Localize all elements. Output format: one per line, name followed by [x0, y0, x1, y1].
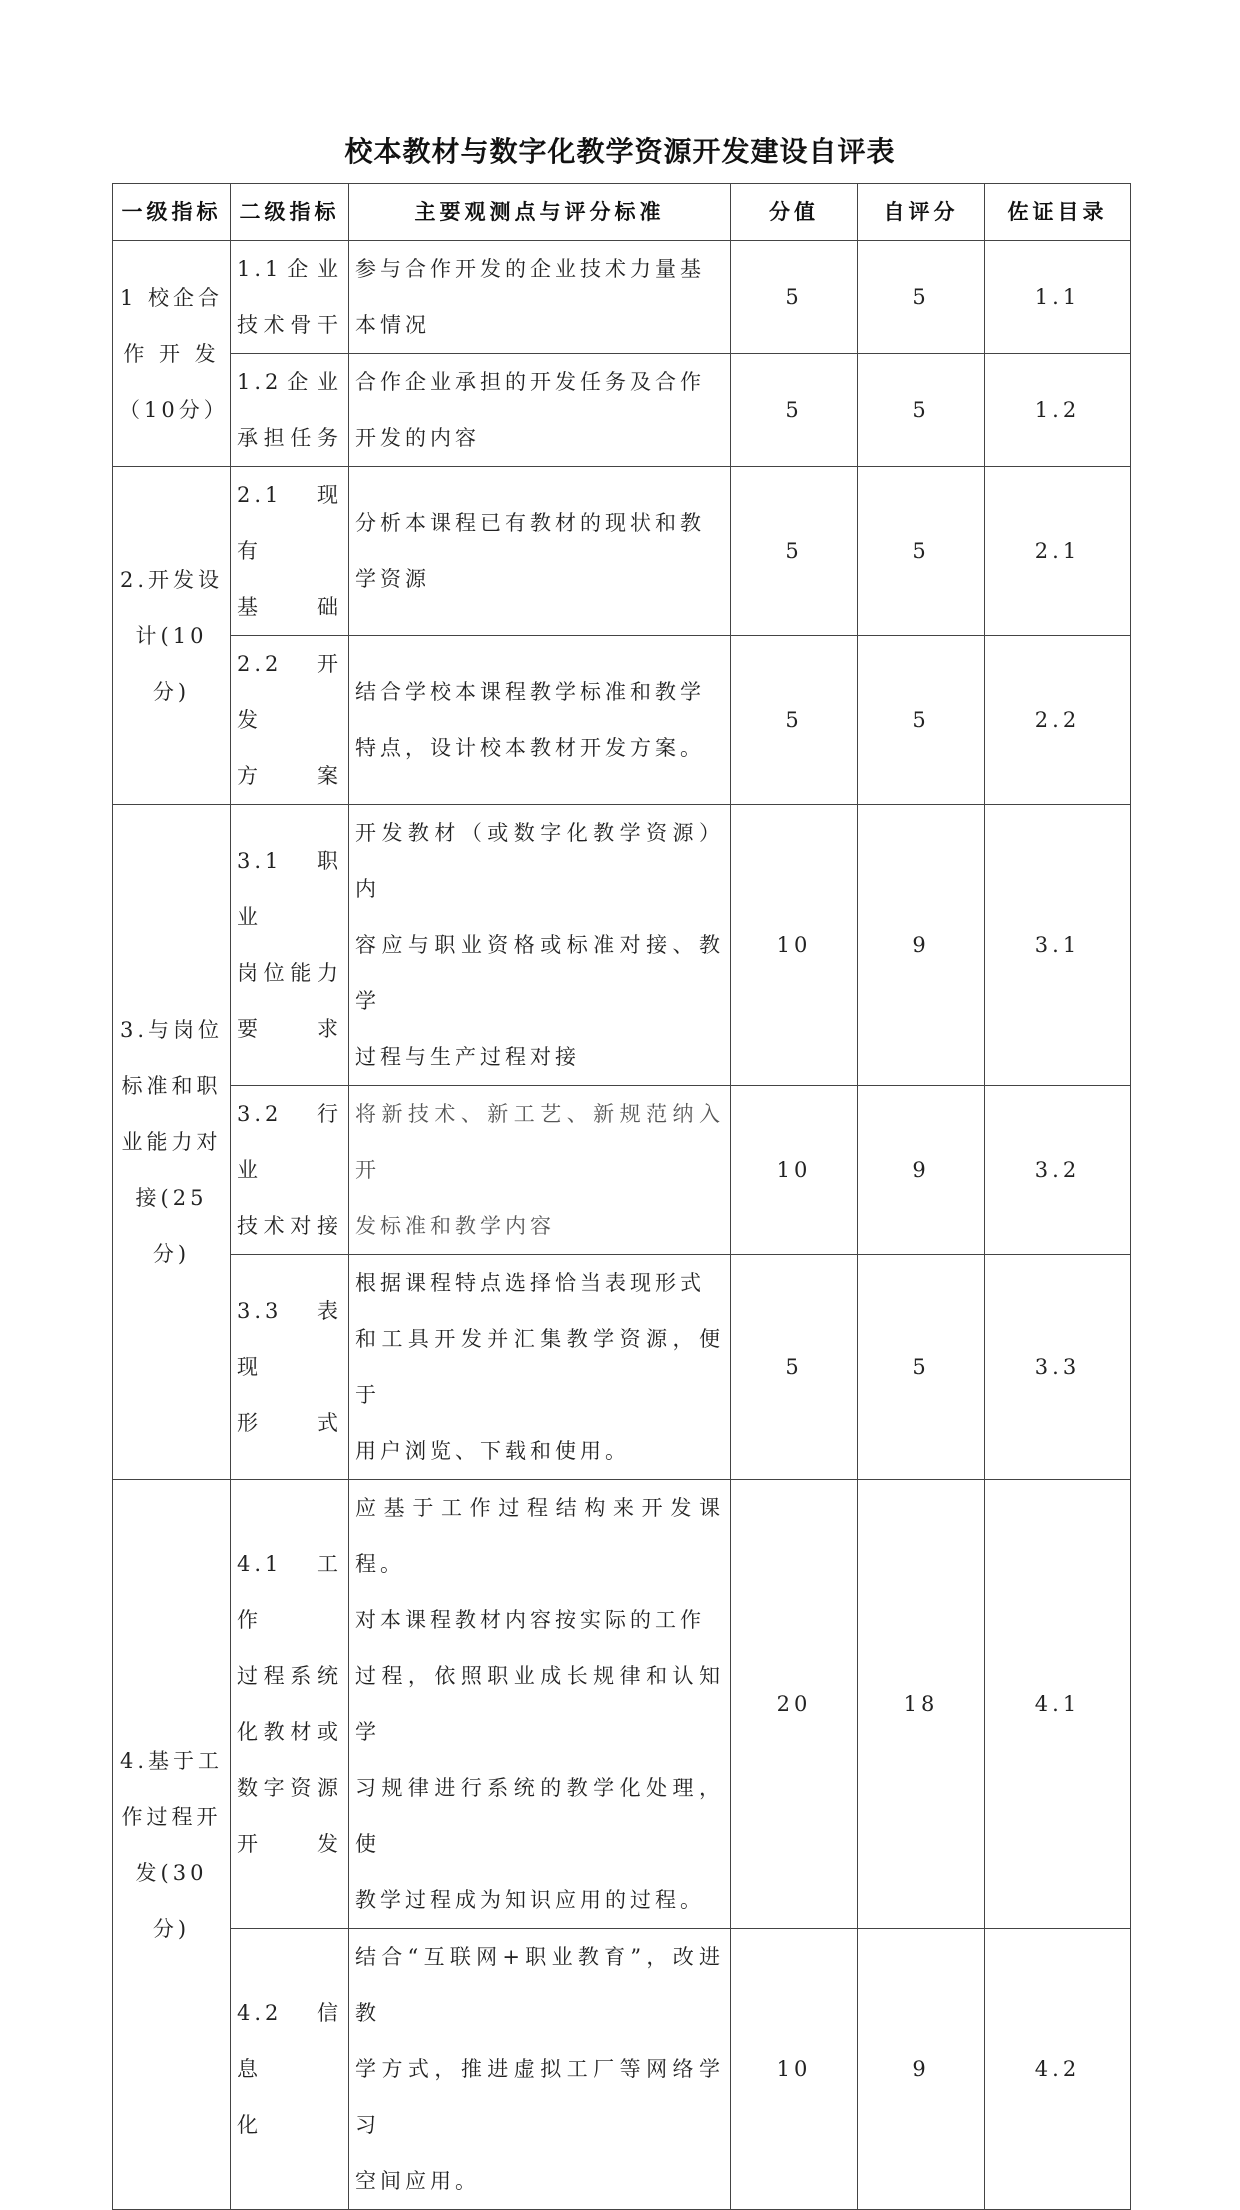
- level1-line: 4.基于工: [119, 1748, 224, 1773]
- header-row: [113, 184, 1131, 241]
- criteria-line: 根据课程特点选择恰当表现形式: [355, 1271, 705, 1295]
- criteria-cell: [349, 805, 731, 1086]
- level1-line: 作过程开: [121, 1804, 222, 1829]
- level2-line: 2.2 开发: [237, 652, 342, 732]
- criteria-cell: [349, 241, 731, 354]
- level2-indicator: [231, 1929, 349, 2210]
- level1-line: 作 开 发: [123, 341, 220, 366]
- score-cell: 10: [731, 805, 858, 1086]
- header-criteria: 主要观测点与评分标准: [349, 184, 731, 241]
- level1-line: 2.开发设: [119, 567, 224, 592]
- criteria-line: 结合“互联网+职业教育”，改进教: [355, 1945, 724, 2025]
- criteria-line: 用户浏览、下载和使用。: [355, 1439, 630, 1463]
- table-row: [113, 805, 1131, 1086]
- level1-line: 接(25分): [135, 1186, 208, 1266]
- table-row: [113, 1255, 1131, 1480]
- criteria-line: 学资源: [355, 567, 430, 591]
- criteria-line: 容应与职业资格或标准对接、教学: [355, 933, 724, 1013]
- level2-line: 岗位能力: [237, 961, 342, 985]
- score-cell: 10: [731, 1929, 858, 2210]
- criteria-cell: [349, 354, 731, 467]
- level2-line: 3.2 行业: [237, 1102, 342, 1182]
- table-row: [113, 354, 1131, 467]
- criteria-line: 教学过程成为知识应用的过程。: [355, 1888, 705, 1912]
- level2-line: 1.2企业: [237, 370, 342, 394]
- level2-indicator: [231, 241, 349, 354]
- self-score-cell: 5: [858, 467, 985, 636]
- self-score-cell: 18: [858, 1480, 985, 1929]
- level1-line: 3.与岗位: [119, 1018, 224, 1042]
- criteria-line: 应基于工作过程结构来开发课程。: [355, 1496, 724, 1576]
- criteria-line: 分析本课程已有教材的现状和教: [355, 511, 705, 535]
- self-evaluation-table: [112, 183, 1131, 2210]
- table-row: [113, 1929, 1131, 2210]
- evidence-cell: 2.1: [985, 467, 1131, 636]
- criteria-line: 开发的内容: [355, 426, 480, 450]
- score-cell: 20: [731, 1480, 858, 1929]
- self-score-cell: 9: [858, 1929, 985, 2210]
- level2-indicator: [231, 1255, 349, 1480]
- level1-line: 标准和职: [121, 1074, 222, 1098]
- table-row: [113, 467, 1131, 636]
- level2-line: 化: [237, 2113, 262, 2137]
- criteria-line: 本情况: [355, 313, 430, 337]
- evidence-cell: 4.2: [985, 1929, 1131, 2210]
- score-cell: 10: [731, 1086, 858, 1255]
- level1-line: （10分）: [119, 397, 229, 422]
- criteria-line: 学方式，推进虚拟工厂等网络学习: [355, 2057, 724, 2137]
- criteria-cell: [349, 636, 731, 805]
- criteria-cell: [349, 1086, 731, 1255]
- criteria-line: 过程与生产过程对接: [355, 1045, 580, 1069]
- header-level2: 二级指标: [231, 184, 349, 241]
- criteria-cell: [349, 1480, 731, 1929]
- evidence-cell: 4.1: [985, 1480, 1131, 1929]
- criteria-line: 和工具开发并汇集教学资源，便于: [355, 1327, 724, 1407]
- self-score-cell: 9: [858, 805, 985, 1086]
- header-evidence: 佐证目录: [985, 184, 1131, 241]
- evidence-cell: 2.2: [985, 636, 1131, 805]
- level2-indicator: [231, 805, 349, 1086]
- criteria-line: 过程，依照职业成长规律和认知学: [355, 1664, 724, 1744]
- evidence-cell: 1.2: [985, 354, 1131, 467]
- level2-line: 化教材或: [237, 1720, 342, 1744]
- criteria-line: 习规律进行系统的教学化处理，使: [355, 1776, 724, 1856]
- criteria-line: 开发教材（或数字化教学资源）内: [355, 821, 724, 901]
- criteria-line: 空间应用。: [355, 2169, 480, 2193]
- level2-line: 要求: [237, 1017, 342, 1041]
- table-row: [113, 636, 1131, 805]
- table-row: [113, 1480, 1131, 1929]
- level1-indicator: [113, 467, 231, 805]
- level2-line: 4.1 工作: [237, 1552, 342, 1632]
- table-row: [113, 241, 1131, 354]
- level2-indicator: [231, 636, 349, 805]
- level2-line: 数字资源: [237, 1776, 342, 1800]
- level2-line: 基础: [237, 595, 342, 619]
- level1-line: 发(30分): [135, 1860, 208, 1941]
- page-title: 校本教材与数字化教学资源开发建设自评表: [344, 135, 896, 168]
- self-score-cell: 5: [858, 241, 985, 354]
- level2-line: 技术对接: [237, 1214, 342, 1238]
- score-cell: 5: [731, 241, 858, 354]
- self-score-cell: 5: [858, 636, 985, 805]
- level1-indicator: [113, 805, 231, 1480]
- level2-line: 2.1 现有: [237, 483, 342, 563]
- level2-line: 承担任务: [237, 426, 342, 450]
- level1-line: 1 校企合: [119, 285, 224, 310]
- level2-indicator: [231, 354, 349, 467]
- table-row: [113, 1086, 1131, 1255]
- evidence-cell: 3.2: [985, 1086, 1131, 1255]
- criteria-line: 结合学校本课程教学标准和教学: [355, 680, 705, 704]
- evidence-cell: 3.3: [985, 1255, 1131, 1480]
- criteria-cell: [349, 1255, 731, 1480]
- criteria-line: 合作企业承担的开发任务及合作: [355, 370, 705, 394]
- header-score: 分值: [731, 184, 858, 241]
- level1-line: 计(10分): [135, 623, 208, 704]
- header-self-score: 自评分: [858, 184, 985, 241]
- level2-indicator: [231, 1086, 349, 1255]
- criteria-line: 发标准和教学内容: [355, 1214, 555, 1238]
- level2-line: 3.1 职业: [237, 849, 342, 929]
- criteria-line: 对本课程教材内容按实际的工作: [355, 1608, 705, 1632]
- evidence-cell: 1.1: [985, 241, 1131, 354]
- level2-line: 1.1企业: [237, 257, 342, 281]
- criteria-cell: [349, 1929, 731, 2210]
- self-score-cell: 9: [858, 1086, 985, 1255]
- evidence-cell: 3.1: [985, 805, 1131, 1086]
- self-score-cell: 5: [858, 354, 985, 467]
- self-score-cell: 5: [858, 1255, 985, 1480]
- level2-line: 方案: [237, 764, 342, 788]
- criteria-line: 参与合作开发的企业技术力量基: [355, 257, 705, 281]
- score-cell: 5: [731, 1255, 858, 1480]
- level2-indicator: [231, 1480, 349, 1929]
- level2-line: 形式: [237, 1411, 342, 1435]
- criteria-line: 特点，设计校本教材开发方案。: [355, 736, 705, 760]
- level2-line: 过程系统: [237, 1664, 342, 1688]
- level2-line: 3.3 表现: [237, 1299, 342, 1379]
- score-cell: 5: [731, 354, 858, 467]
- criteria-cell: [349, 467, 731, 636]
- level1-indicator: [113, 241, 231, 467]
- level2-line: 开发: [237, 1832, 342, 1856]
- criteria-line: 将新技术、新工艺、新规范纳入开: [355, 1102, 724, 1182]
- score-cell: 5: [731, 467, 858, 636]
- level1-indicator: [113, 1480, 231, 2210]
- level2-line: 4.2 信息: [237, 2001, 342, 2081]
- level1-line: 业能力对: [121, 1130, 222, 1154]
- level2-line: 技术骨干: [237, 313, 342, 337]
- header-level1: 一级指标: [113, 184, 231, 241]
- level2-indicator: [231, 467, 349, 636]
- score-cell: 5: [731, 636, 858, 805]
